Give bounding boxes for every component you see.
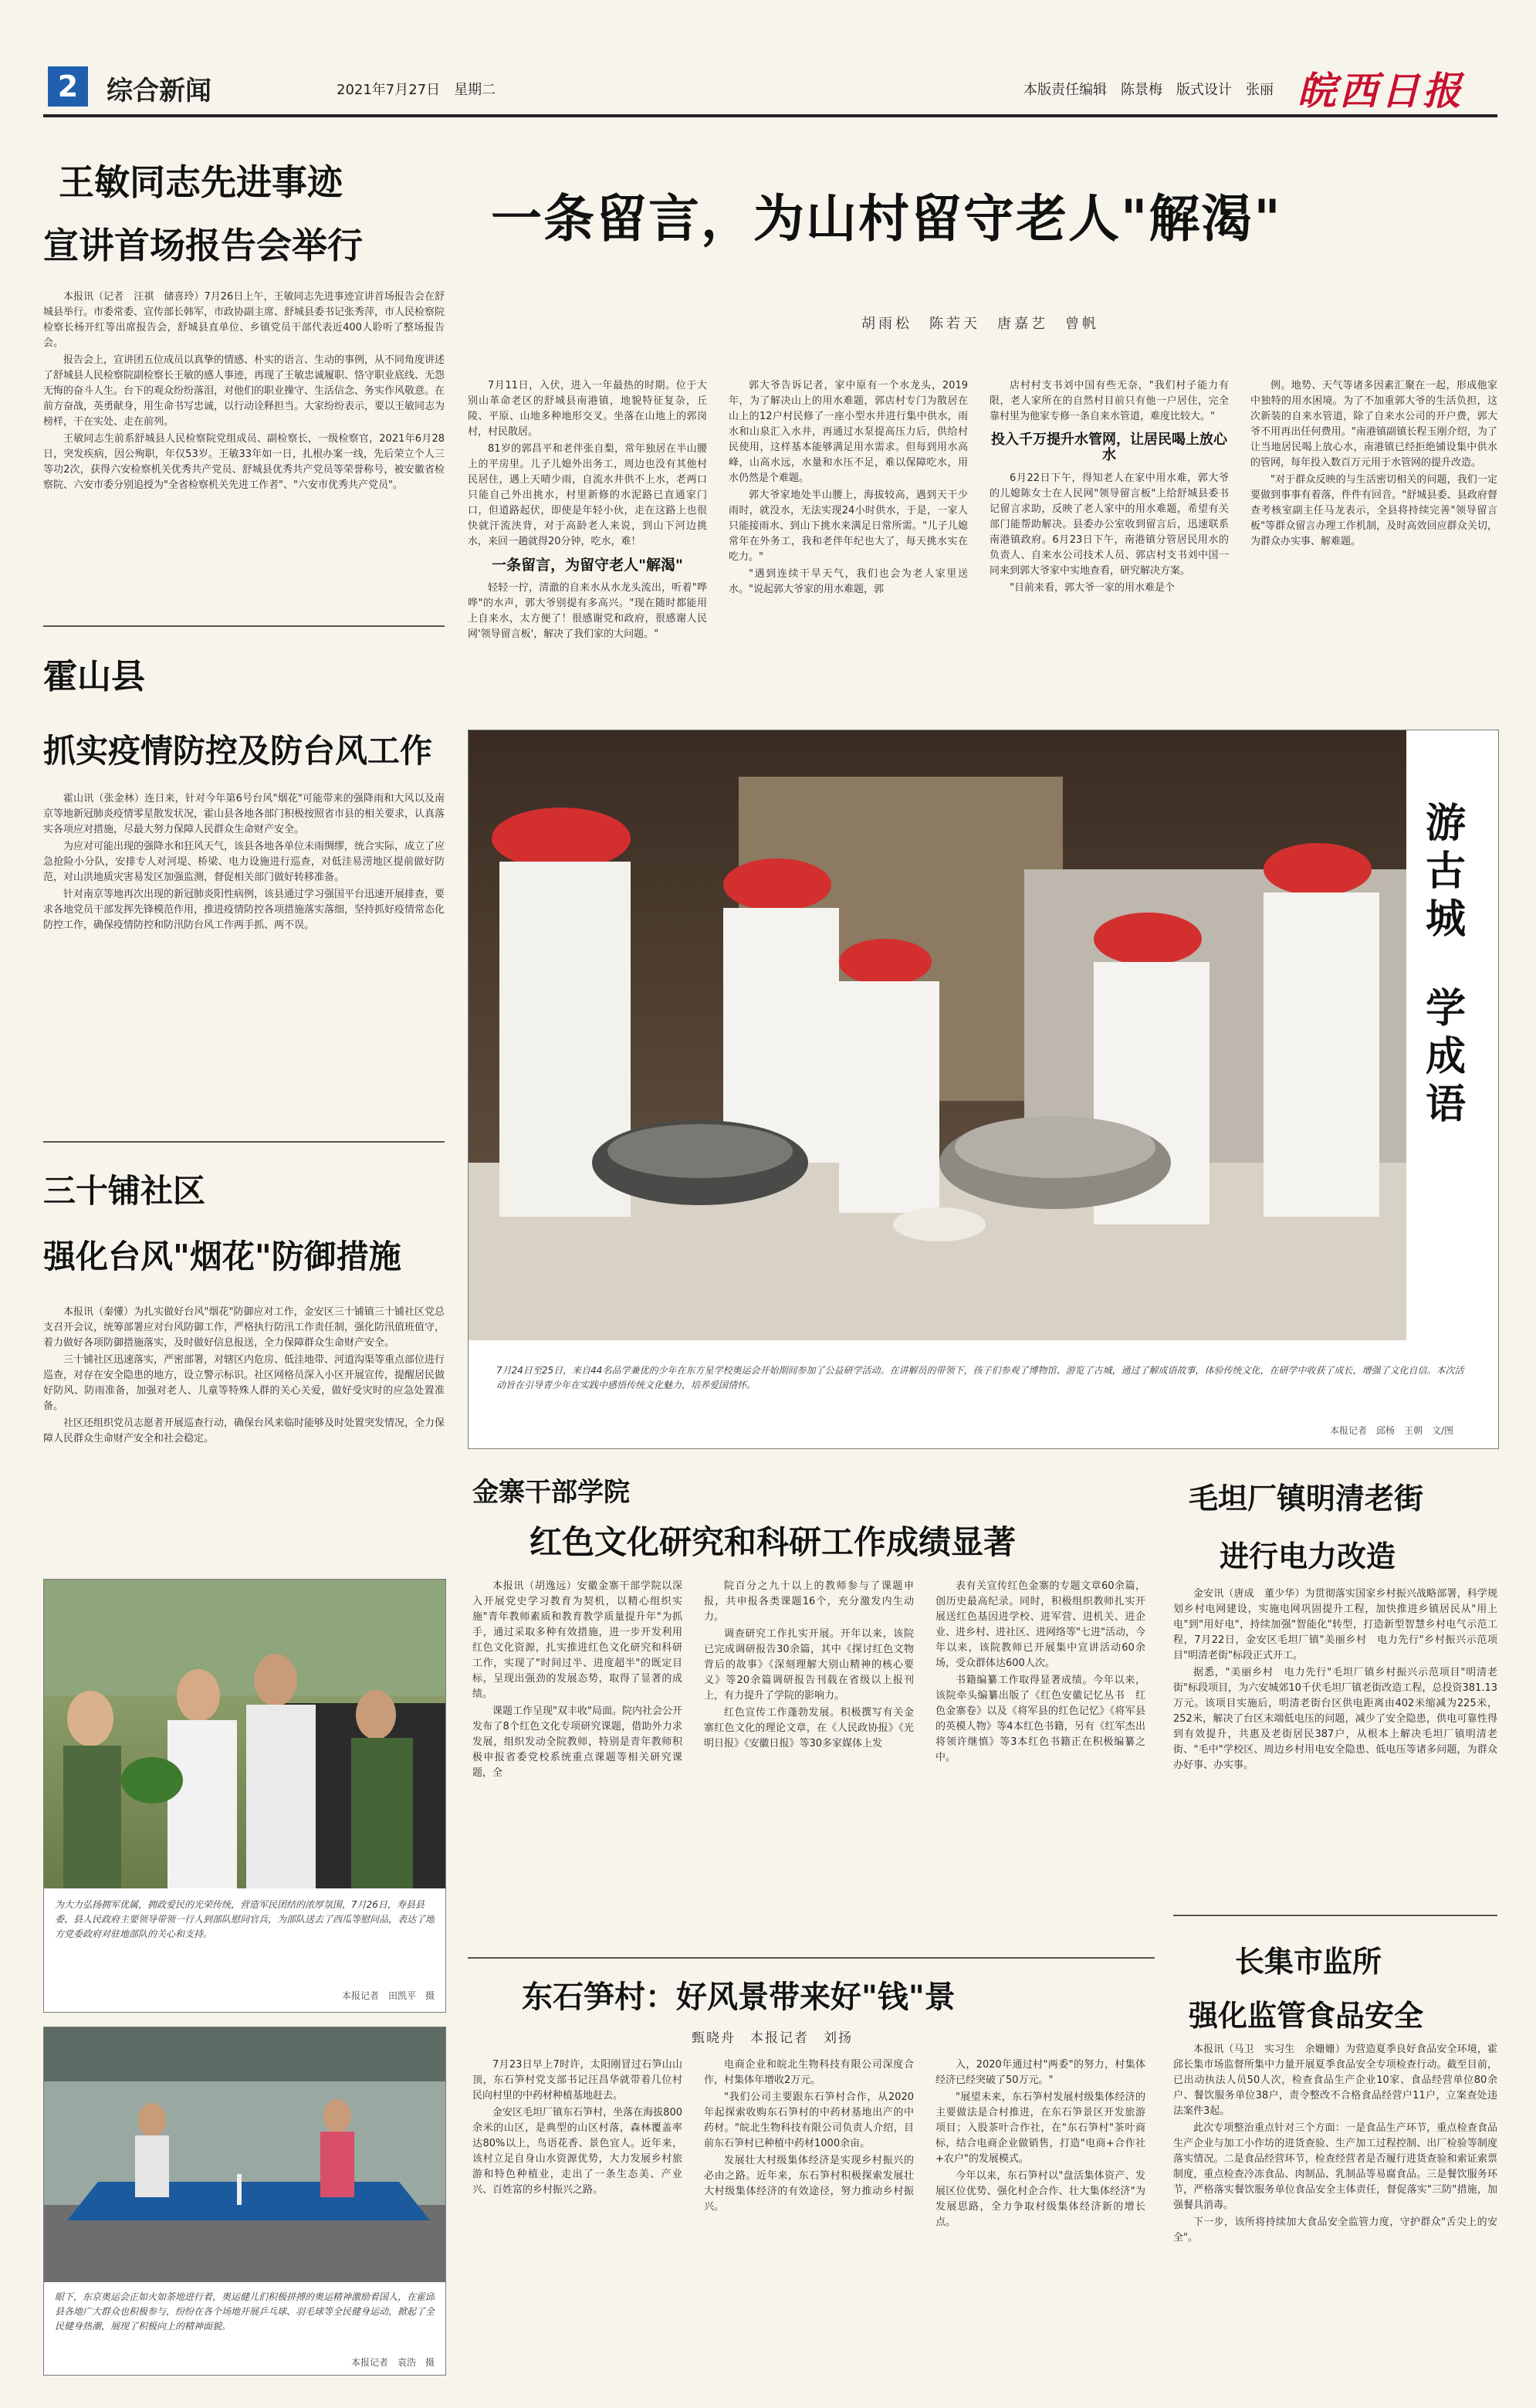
kicker-sanshipu: 三十铺社区 (43, 1172, 206, 1210)
paragraph: 郭大爷告诉记者，家中原有一个水龙头，2019年，为了解决山上的用水难题，郭店村专门为散居在山上的12户村民修了一座小型水井进行集中供水，雨水和山泉汇入水井，再通过水泵提高压力后，供给村民使用，这样基本能够满足用水需求。但每到用水高峰，山高水远，水量和水压不足，难以保障吃水，用水仍然是个难题。 (729, 380, 968, 484)
paragraph: 81岁的郭昌平和老伴张自梨，常年独居在半山腰上的平房里。儿子儿媳外出务工，周边也没有其他村民居住，遇上天晴少雨，自流水井供不上水，老两口只能自己外出挑水，村里新修的水泥路已直通家门口，但道路起伏，即使是年轻小伙，走在这路上也很快就汗流浃背，对于高龄老人来说，到山下河边挑水，来回一趟就得20分钟，吃水，难！ (468, 443, 707, 547)
photo-watermelon-illustration (44, 1580, 445, 1888)
kicker-jinzhai: 金寨干部学院 (472, 1477, 630, 1508)
photo-yanyu-illustration (469, 730, 1406, 1340)
jinzhai-col2 (704, 1579, 914, 1942)
jinzhai-col3 (935, 1579, 1145, 1942)
divider (43, 625, 445, 627)
paragraph: 表有关宣传红色金寨的专题文章60余篇，创历史最高纪录。同时，积极组织教师扎实开展送红色基因进学校、进军营、进机关、进企业、进乡村、进社区、进网络等"七进"活动，今年以来，该院教师已开展集中宣讲活动60余场，受众群体达600人次。 (935, 1580, 1145, 1669)
paragraph: 轻轻一拧，清澈的自来水从水龙头流出，听着"哗哗"的水声，郭大爷别提有多高兴。"现在随时都能用上自来水，太方便了！很感谢党和政府，很感谢人民网'领导留言板'，解决了我们家的大问题。" (468, 582, 707, 640)
paragraph: 为应对可能出现的强降水和狂风天气，该县各地各单位未雨绸缪，统合实际，成立了应急抢险小分队，安排专人对河堤、桥梁、电力设施进行巡查，对低洼易涝地区提前做好防范，对山洪地质灾害易发区加强监测，督促相关部门做好转移准备。 (43, 841, 445, 883)
masthead (43, 56, 1497, 119)
body-wangmin (43, 290, 445, 560)
paragraph: 报告会上，宣讲团五位成员以真挚的情感、朴实的语言、生动的事例，从不同角度讲述了舒城县人民检察院副检察长王敏的感人事迹，再现了王敏忠诚履职、恪守职业底线、无怨无悔的奋斗人生。台下的观众纷纷落泪，对他们的职业操守、生活信念、务实作风敬意。在前方奋战，英勇献身，用生命书写忠诚，以行动诠释担当。大家纷纷表示，要以王敏同志为榜样，干在实处、走在前列。 (43, 354, 445, 428)
article-jinzhai (468, 1459, 1155, 1953)
article-sanshipu (43, 1154, 445, 1556)
paragraph: 此次专项整治重点针对三个方面：一是食品生产环节，重点检查食品生产企业与加工小作坊的进货查验、生产加工过程控制、出厂检验等制度落实情况。二是食品经营环节，检查经营者是否履行进货查验和索证索票制度，重点检查冷冻食品、肉制品、乳制品等易腐食品。三是餐饮服务环节，严格落实餐饮服务单位食品安全主体责任，督促落实"三防"措施，加强餐具消毒。 (1173, 2122, 1497, 2211)
paragraph: "遇到连续干旱天气，我们也会为老人家里送水。"说起郭大爷家的用水难题，郭 (729, 568, 968, 595)
paragraph: 本报讯（马卫 实习生 余姗姗）为营造夏季良好食品安全环境，霍邱长集市场监督所集中力量开展夏季食品安全专项检查行动。截至目前，已出动执法人员50人次，检查食品生产企业10家、食品经营单位80余户、餐饮服务单位38户，责令整改不合格食品经营户11户，立案查处违法案件3起。 (1173, 2044, 1497, 2117)
paragraph: "展望未来，东石笋村发展村级集体经济的主要做法是合村推进，在东石笋景区开发旅游项目；入股茶叶合作社，在"东石笋村"茶叶商标，结合电商企业做销售，打造"电商+合作社+农户"的发展模式。 (935, 2091, 1145, 2165)
main-subhead-2: 投入千万提升水管网，让居民喝上放心水 (991, 432, 1227, 463)
headline-changji-2: 强化监管食品安全 (1189, 1998, 1424, 2033)
paragraph: 7月11日，入伏，进入一年最热的时期。位于大别山革命老区的舒城县南港镇，地貌特征复杂，丘陵、平原、山地多种地形交叉。坐落在山地上的郭岗村，村民散居。 (468, 380, 707, 438)
photo-yanyu (469, 730, 1406, 1340)
headline-changji-1: 长集市监所 (1235, 1944, 1382, 1979)
headline-wangmin-1: 王敏同志先进事迹 (59, 161, 343, 203)
page-number-badge: 2 (48, 66, 88, 107)
credit-yanyu: 本报记者 邱杨 王朝 文/图 (1329, 1425, 1453, 1436)
paragraph: "对于群众反映的与生活密切相关的问题，我们一定要做到事事有着落，件件有回音。"舒城县委、县政府督查考核室副主任马龙表示，全县将持续完善"领导留言板"等群众留言办理工作机制，及时高效回应群众关切，为群众办实事、解难题。 (1250, 474, 1497, 547)
paragraph: "我们公司主要跟东石笋村合作，从2020年起探索收购东石笋村的中药材基地出产的中药材。"皖北生物科技有限公司负责人介绍，目前东石笋村已种植中药材1000余亩。 (704, 2091, 914, 2149)
paragraph: 下一步，该所将持续加大食品安全监管力度，守护群众"舌尖上的安全"。 (1173, 2217, 1497, 2244)
dongshisun-col3 (935, 2057, 1145, 2366)
masthead-rule (43, 114, 1497, 117)
caption-pingpong: 眼下，东京奥运会正如火如荼地进行着，奥运健儿们积极拼搏的奥运精神激励着国人，在霍邱县各地广大群众也积极参与，纷纷在各个场地开展乒乓球、羽毛球等全民健身运动，掀起了全民健身热潮，展现了积极向上的精神面貌。 (55, 2291, 435, 2332)
main-col3 (990, 378, 1229, 703)
article-wangmin (43, 154, 445, 564)
paragraph: 今年以来，东石笋村以"盘活集体资产、发展区位优势、强化村企合作、壮大集体经济"为发展思路，全力争取村级集体经济新的增长点。 (935, 2170, 1145, 2228)
article-changji (1173, 1926, 1497, 2382)
paragraph: 例。地势、天气等诸多因素汇聚在一起，形成他家中独特的用水困境。为了不加重郭大爷的生活负担，这次新装的自来水管道，除了自来水公司的开户费，郭大爷不用再出任何费用。"南港镇副镇长程玉刚介绍，为了让当地居民喝上放心水，南港镇已经拒绝铺设集中供水的管网，每年投入数百万元用于水管网的提升改造。 (1250, 380, 1497, 469)
side-title-1: 游古城 (1426, 800, 1467, 943)
credit-pingpong: 本报记者 袁浩 摄 (350, 2357, 435, 2368)
caption-watermelon: 为大力弘扬拥军优属，拥政爱民的光荣传统，营造军民团结的浓厚氛围，7月26日，寿县县委、县人民政府主要领导带领一行人到部队慰问官兵，为部队送去了西瓜等慰问品，表达了地方党委政府对驻地部队的关心和支持。 (55, 1899, 435, 1939)
kicker-huoshan: 霍山县 (43, 657, 145, 696)
article-huoshan (43, 641, 445, 1135)
paragraph: 霍山讯（张金林）连日来，针对今年第6号台风"烟花"可能带来的强降雨和大风以及南京等地新冠肺炎疫情零星散发状况，霍山县各地各部门积极按照省市县的相关要求，认真落实各项应对措施，尽最大努力保障人民群众生命财产安全。 (43, 793, 445, 835)
article-dongshisun (468, 1965, 1155, 2382)
paragraph: 店村村支书刘中国有些无奈，"我们村子能力有限，老人家所在的自然村目前只有他一户居住，完全靠村里为他家专修一条自来水管道，难度比较大。" (990, 380, 1229, 422)
photo-pingpong-box (43, 2027, 446, 2376)
side-title-2: 学成语 (1426, 985, 1467, 1128)
headline-maotanchang-2: 进行电力改造 (1220, 1539, 1396, 1573)
dongshisun-col2 (704, 2057, 914, 2366)
paragraph: 书籍编纂工作取得显著成绩。今年以来，该院牵头编纂出版了《红色安徽记忆丛书 红色金寨卷》以及《将军县的红色记忆》《将军县的英模人物》等4本红色书籍，另有《红军杰出将领许继慎》等3本红色书籍正在积极编纂之中。 (935, 1675, 1145, 1763)
paragraph: 入，2020年通过村"两委"的努力，村集体经济已经突破了50万元。" (935, 2059, 1145, 2086)
divider (468, 1957, 1155, 1959)
article-maotanchang (1173, 1459, 1497, 1907)
jinzhai-col1 (472, 1579, 682, 1942)
main-byline: 胡雨松 陈若天 唐嘉艺 曾帆 (861, 316, 1099, 332)
paragraph: 据悉，"美丽乡村 电力先行"毛坦厂镇乡村振兴示范项目"明清老街"标段项目，为六安城郊10千伏毛坦厂镇老街改造工程，总投资381.13万元。该项目实施后，明清老街台区供电距离由402米缩减为225米，252米，解决了台区末端低电压的问题，减少了安全隐患，供电可靠性得到有效提升，共惠及老街居民387户，从根本上解决毛坦厂镇明清老街、"毛中"学校区、周边乡村用电安全隐患、低电压等诸多问题，为群众办好事、办实事。 (1173, 1667, 1497, 1771)
caption-yanyu: 7月24日至25日，来自44名品学兼优的少年在东方星学校奥运会开始期间参加了公益研学活动。在讲解员的带领下，孩子们参观了博物馆、游览了古城，通过了解成语故事，体验传统文化，在研学中收获了成长，增强了文化自信。本次活动旨在引导青少年在实践中感悟传统文化魅力，培养爱国情怀。 (496, 1365, 1464, 1390)
main-subhead-1: 一条留言，为留守老人"解渴" (492, 557, 683, 574)
body-sanshipu (43, 1305, 445, 1552)
headline-sanshipu: 强化台风"烟花"防御措施 (43, 1238, 401, 1275)
paragraph: 6月22日下午，得知老人在家中用水难，郭大爷的儿媳陈女士在人民网"领导留言板"上给舒城县委书记留言求助，反映了老人家中的用水难题，希望有关部门能帮助解决。县委办公室收到留言后，迅速联系南港镇政府。6月23日下午，南港镇分管居民用水的负责人、自来水公司技术人员、郭店村支书刘中国一同来到郭大爷家中实地查看，研究解决方案。 (990, 472, 1229, 577)
main-col1 (468, 378, 707, 703)
dongshisun-col1 (472, 2057, 682, 2366)
paragraph: 社区还组织党员志愿者开展巡查行动，确保台风来临时能够及时处置突发情况，全力保障人民群众生命财产安全和社会稳定。 (43, 1417, 445, 1444)
body-changji (1173, 2042, 1497, 2374)
photo-watermelon-box (43, 1579, 446, 2013)
paragraph: 本报讯（记者 汪祺 储喜玲）7月26日上午，王敏同志先进事迹宣讲首场报告会在舒城县举行。市委常委、宣传部长韩军，市政协副主席、舒城县委书记张秀萍，市人民检察院检察长杨开红等出席报告会，舒城县直单位、乡镇党员干部代表近400人聆听了整场报告会。 (43, 291, 445, 349)
main-story (468, 154, 1497, 710)
main-col2 (729, 378, 968, 703)
paragraph: 发展壮大村级集体经济是实现乡村振兴的必由之路。近年来，东石笋村积极探索发展壮大村级集体经济的有效途径，努力推动乡村振兴。 (704, 2155, 914, 2213)
paragraph: 课题工作呈现"双丰收"局面。院内社会公开发布了8个红色文化专项研究课题，借助外力求发展，组织发动全院教师，特别是青年教师积极申报省委党校系统重点课题等相关研究课题，全 (472, 1705, 682, 1779)
paragraph: 本报讯（秦懂）为扎实做好台风"烟花"防御应对工作，金安区三十铺镇三十铺社区党总支召开会议，统筹部署应对台风防御工作，严格执行防汛工作责任制，强化防汛值班值守，着力做好各项防御措施落实，及时做好信息报送，全力保障群众生命财产安全。 (43, 1306, 445, 1349)
paragraph: 金安讯（唐成 董少华）为贯彻落实国家乡村振兴战略部署，科学规划乡村电网建设，实施电网巩固提升工程，加快推进乡镇居民从"用上电"到"用好电"，持续加强"智能化"转型，打造新型智慧乡村电气示范工程，7月22日，金安区毛坦厂镇"美丽乡村 电力先行"乡村振兴示范项目"明清老街"标段正式开工。 (1173, 1588, 1497, 1661)
main-headline: 一条留言，为山村留守老人"解渴" (491, 188, 1282, 249)
paragraph: 7月23日早上7时许，太阳刚冒过石笋山山顶，东石笋村党支部书记汪昌华就带着几位村民向村里的中药材种植基地赶去。 (472, 2059, 682, 2101)
headline-huoshan: 抓实疫情防控及防台风工作 (43, 732, 433, 770)
paragraph: 调查研究工作扎实开展。开年以来，该院已完成调研报告30余篇，其中《探讨红色文物背后的故事》《深刻理解大别山精神的核心要义》等20余篇调研报告刊载在省级以上报刊上，有力提升了学院的影响力。 (704, 1628, 914, 1702)
main-col4 (1250, 378, 1497, 703)
photo-pingpong (44, 2027, 445, 2282)
divider (1173, 1915, 1497, 1916)
photo-yanyu-box (468, 730, 1499, 1449)
issue-date: 2021年7月27日 星期二 (337, 82, 496, 98)
headline-maotanchang-1: 毛坦厂镇明清老街 (1189, 1481, 1424, 1516)
paragraph: 本报讯（胡逸远）安徽金寨干部学院以深入开展党史学习教育为契机，以精心组织实施"青年教师素质和教育教学质量提升年"为抓手，通过采取多种有效措施，进一步开发利用红色文化资源，扎实推进红色文化研究和科研工作，实现了"时间过半、进度超半"的既定目标，呈现出强劲的发展态势，取得了显著的成绩。 (472, 1580, 682, 1700)
section-name: 综合新闻 (107, 76, 211, 107)
photo-watermelon (44, 1580, 445, 1888)
paragraph: 郭大爷家地处半山腰上，海拔较高，遇到天干少雨时，就没水，无法实现24小时供水，于是，一家人只能接雨水、到山下挑水来满足日常所需。"儿子儿媳常年在外务工，我和老伴年纪也大了，每天挑水实在吃力。" (729, 489, 968, 563)
headline-wangmin-2: 宣讲首场报告会举行 (43, 225, 363, 266)
byline-dongshisun: 甄晓舟 本报记者 刘扬 (692, 2030, 853, 2046)
newspaper-logo: 皖西日报 (1297, 68, 1464, 113)
paragraph: 王敏同志生前系舒城县人民检察院党组成员、副检察长，一级检察官，2021年6月28日，突发疾病，因公殉职，年仅53岁。王敏33年如一日，扎根办案一线，先后荣立个人三等功2次，获得六安检察机关优秀共产党员、舒城县优秀共产党员等荣誉称号，被安徽省检察院、六安市委分别追授为"全省检察机关先进工作者"、"六安市优秀共产党员"。 (43, 433, 445, 491)
credit-watermelon: 本报记者 田凯平 摄 (341, 1990, 435, 2001)
body-huoshan (43, 791, 445, 1123)
paragraph: 院百分之九十以上的教师参与了课题申报，共申报各类课题16个，充分激发内生动力。 (704, 1580, 914, 1623)
headline-dongshisun: 东石笋村：好风景带来好"钱"景 (522, 1979, 956, 2015)
editor-credits: 本版责任编辑 陈景梅 版式设计 张丽 (1023, 82, 1274, 98)
headline-jinzhai: 红色文化研究和科研工作成绩显著 (529, 1523, 1017, 1561)
paragraph: 金安区毛坦厂镇东石笋村，坐落在海拔800余米的山区，是典型的山区村落，森林覆盖率达80%以上，鸟语花香、景色宜人。近年来，该村立足自身山水资源优势，大力发展乡村旅游和特色种植业，走出了一条生态美、产业兴、百姓富的乡村振兴之路。 (472, 2107, 682, 2196)
paragraph: 电商企业和皖北生物科技有限公司深度合作，村集体年增收2万元。 (704, 2059, 914, 2086)
body-maotanchang (1173, 1587, 1497, 1903)
paragraph: "目前来看，郭大爷一家的用水难是个 (1010, 582, 1175, 594)
photo-pingpong-illustration (44, 2027, 445, 2282)
paragraph: 三十铺社区迅速落实，严密部署，对辖区内危房、低洼地带、河道沟渠等重点部位进行巡查，对存在安全隐患的地方，设立警示标识。社区网格员深入小区开展宣传，提醒居民做好防风、防雨准备，加强对老人、儿童等特殊人群的关心关爱，做好受灾时的应急处置准备。 (43, 1354, 445, 1412)
divider (43, 1141, 445, 1143)
paragraph: 针对南京等地再次出现的新冠肺炎阳性病例，该县通过学习强国平台迅速开展排查，要求各地党员干部发挥先锋模范作用，推进疫情防控各项措施落实落细，坚持抓好疫情常态化防控工作，确保疫情防控和防汛防台风工作两手抓、两不误。 (43, 889, 445, 931)
paragraph: 红色宣传工作蓬勃发展。积极撰写有关金寨红色文化的理论文章，在《人民政协报》《光明日报》《安徽日报》等30多家媒体上发 (704, 1707, 914, 1749)
